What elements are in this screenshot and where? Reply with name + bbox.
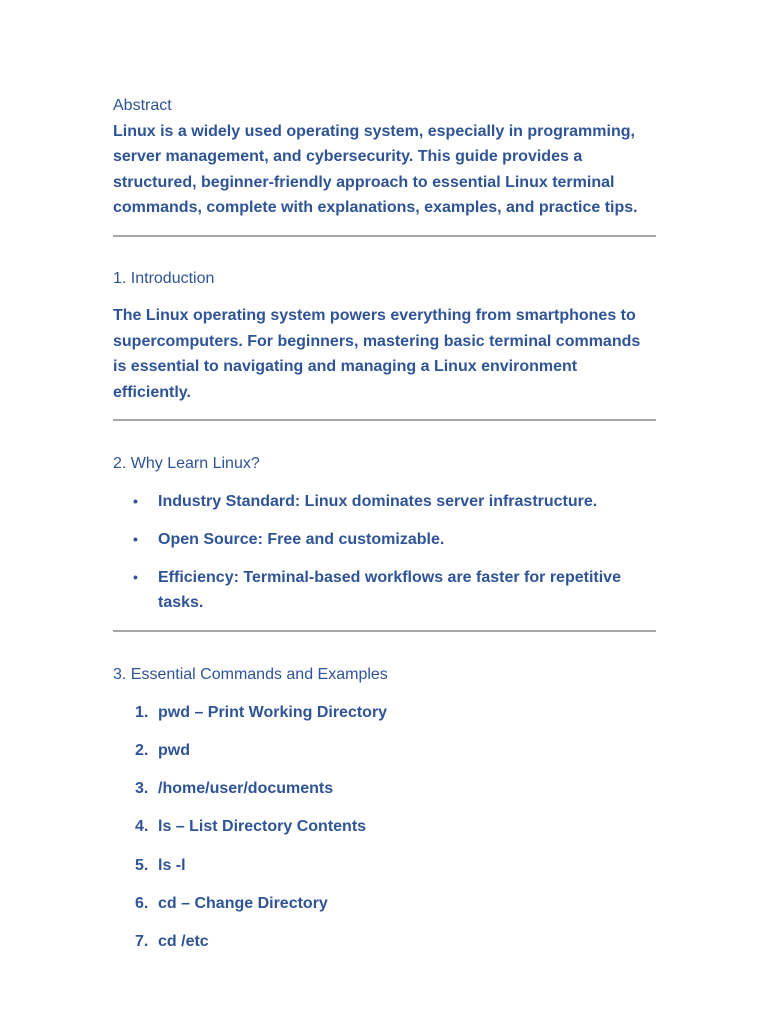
list-number: 3. (135, 780, 149, 798)
list-item-text: ls -l (158, 856, 186, 874)
list-item (113, 776, 656, 802)
introduction-body: The Linux operating system powers everything from smartphones to supercomputers. For beginners, mastering basic terminal commands is essential to navigating and managing a Linux environment efficiently. (113, 307, 641, 401)
introduction-section (113, 266, 656, 406)
horizontal-divider (113, 630, 656, 632)
commands-list (113, 700, 656, 955)
bullet-icon: • (133, 492, 138, 509)
list-item (113, 738, 656, 764)
horizontal-divider (113, 235, 656, 237)
list-item-text: ls – List Directory Contents (158, 818, 367, 836)
list-number: 6. (135, 894, 149, 912)
list-number: 1. (135, 703, 149, 721)
why-learn-section (113, 451, 656, 616)
list-number: 5. (135, 856, 149, 874)
list-item-text: cd /etc (158, 933, 209, 951)
list-item-text: pwd (158, 741, 190, 759)
list-item-text: Industry Standard: Linux dominates server infrastructure. (158, 492, 598, 510)
list-item-text: cd – Change Directory (158, 894, 328, 912)
list-item (113, 814, 656, 840)
list-item (113, 527, 656, 553)
list-item-text: Open Source: Free and customizable. (158, 530, 445, 548)
abstract-heading: Abstract (113, 97, 172, 114)
commands-section (113, 662, 656, 955)
list-item (113, 489, 656, 515)
introduction-heading: 1. Introduction (113, 269, 215, 287)
bullet-icon: • (133, 568, 138, 585)
list-item-text: Efficiency: Terminal-based workflows are faster for repetitive tasks. (158, 568, 621, 611)
list-number: 4. (135, 818, 149, 836)
list-item (113, 891, 656, 917)
list-item-text: pwd – Print Working Directory (158, 703, 388, 721)
commands-heading: 3. Essential Commands and Examples (113, 665, 388, 683)
abstract-body: Linux is a widely used operating system, especially in programming, server management, and cybersecurity. This guide provides a structured, beginner-friendly approach to essential Linux terminal commands, complete with explanations, examples, and practice tips. (113, 122, 638, 216)
bullet-icon: • (133, 530, 138, 547)
why-learn-list (113, 489, 656, 616)
list-item-text: /home/user/documents (158, 780, 334, 798)
list-item (113, 929, 656, 955)
why-learn-heading: 2. Why Learn Linux? (113, 455, 260, 472)
list-item (113, 700, 656, 726)
list-item (113, 853, 656, 879)
abstract-section (113, 93, 656, 221)
horizontal-divider (113, 419, 656, 421)
list-item (113, 565, 656, 616)
list-number: 2. (135, 741, 149, 759)
document-page (113, 93, 656, 955)
list-number: 7. (135, 933, 149, 951)
